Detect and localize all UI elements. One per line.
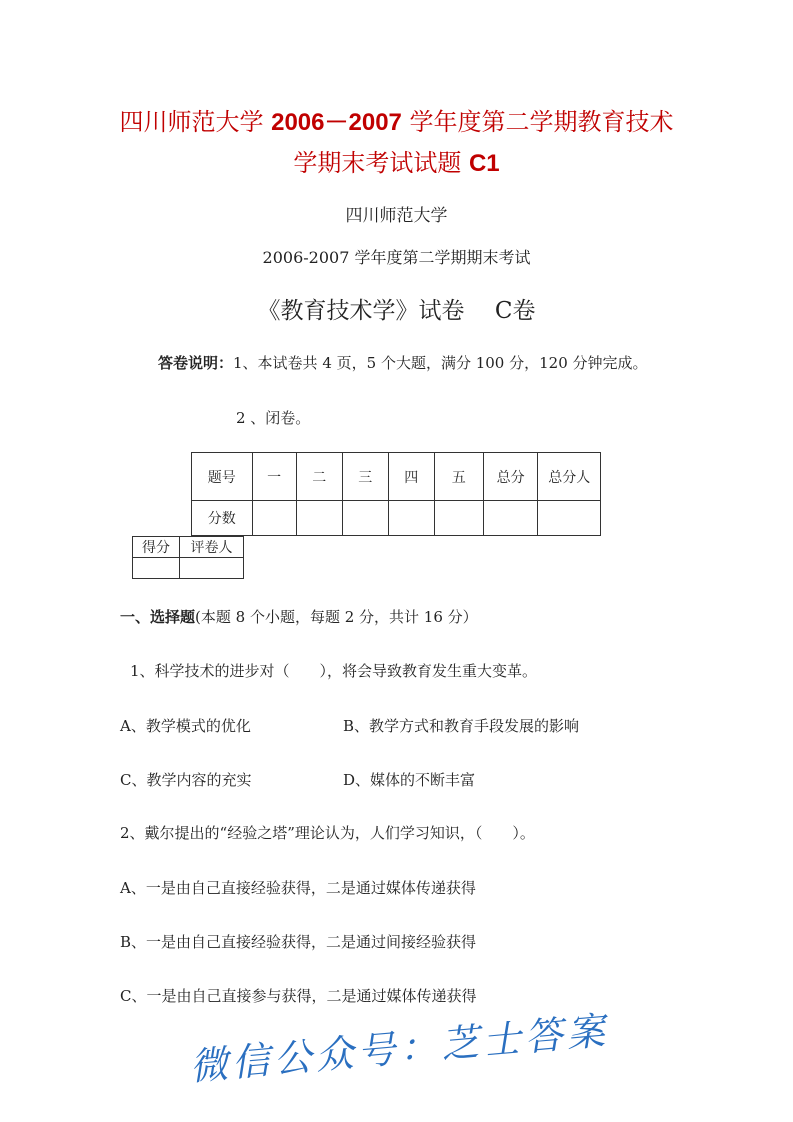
school-name: 四川师范大学 (345, 206, 448, 226)
option: B、一是由自己直接经验获得，二是通过间接经验获得 (120, 933, 477, 951)
question-stem: 2、戴尔提出的“经验之塔”理论认为，人们学习知识，（ ）。 (120, 824, 535, 842)
title-text: 学期末考试试题 (293, 149, 469, 177)
option: C、一是由自己直接参与获得，二是通过媒体传递获得 (120, 987, 477, 1005)
row-label: 分数 (192, 501, 253, 536)
score-cell[interactable] (434, 501, 483, 536)
instruction-item: 2 、闭卷。 (236, 409, 311, 427)
instructions (158, 352, 648, 373)
header-cell: 二 (296, 453, 342, 501)
header-cell: 题号 (192, 453, 253, 501)
title-years: 2006－2007 (271, 109, 402, 136)
watermark: 微信公众号：芝士答案 (188, 1008, 611, 1089)
title-text: 四川师范大学 (119, 108, 272, 136)
instructions-label: 答卷说明： (158, 354, 234, 372)
score-cell[interactable] (388, 501, 434, 536)
score-cell[interactable] (252, 501, 296, 536)
paper-title: 《教育技术学》试卷 C卷 (257, 298, 536, 324)
option: D、媒体的不断丰富 (343, 771, 476, 789)
header-score: 得分 (133, 537, 180, 558)
term-line: 2006-2007 学年度第二学期期末考试 (262, 248, 531, 267)
doc-title-line1 (0, 102, 793, 137)
score-cell[interactable] (133, 558, 180, 579)
question-stem: 1、科学技术的进步对（ ），将会导致教育发生重大变革。 (130, 662, 538, 680)
header-cell: 三 (342, 453, 388, 501)
instruction-item: 1、本试卷共 4 页，5 个大题，满分 100 分，120 分钟完成。 (233, 354, 648, 372)
option: C、教学内容的充实 (120, 771, 252, 789)
score-cell[interactable] (538, 501, 601, 536)
title-code: C1 (468, 150, 500, 177)
header-grader: 评卷人 (180, 537, 244, 558)
score-table (191, 452, 601, 536)
option: A、教学模式的优化 (120, 717, 251, 735)
title-text: 学年度第二学期教育技术 (401, 108, 674, 136)
section-heading (120, 606, 478, 627)
header-cell: 总分 (483, 453, 538, 501)
score-cell[interactable] (296, 501, 342, 536)
score-cell[interactable] (342, 501, 388, 536)
grader-table (132, 536, 244, 579)
header-cell: 总分人 (538, 453, 601, 501)
header-cell: 四 (388, 453, 434, 501)
grader-cell[interactable] (180, 558, 244, 579)
option: A、一是由自己直接经验获得，二是通过媒体传递获得 (120, 879, 476, 897)
score-cell[interactable] (483, 501, 538, 536)
section-note: (本题 8 个小题，每题 2 分，共计 16 分） (195, 608, 478, 626)
section-label: 一、选择题 (120, 608, 196, 626)
option: B、教学方式和教育手段发展的影响 (343, 717, 580, 735)
header-cell: 五 (434, 453, 483, 501)
header-cell: 一 (252, 453, 296, 501)
doc-title-line2 (0, 143, 793, 178)
